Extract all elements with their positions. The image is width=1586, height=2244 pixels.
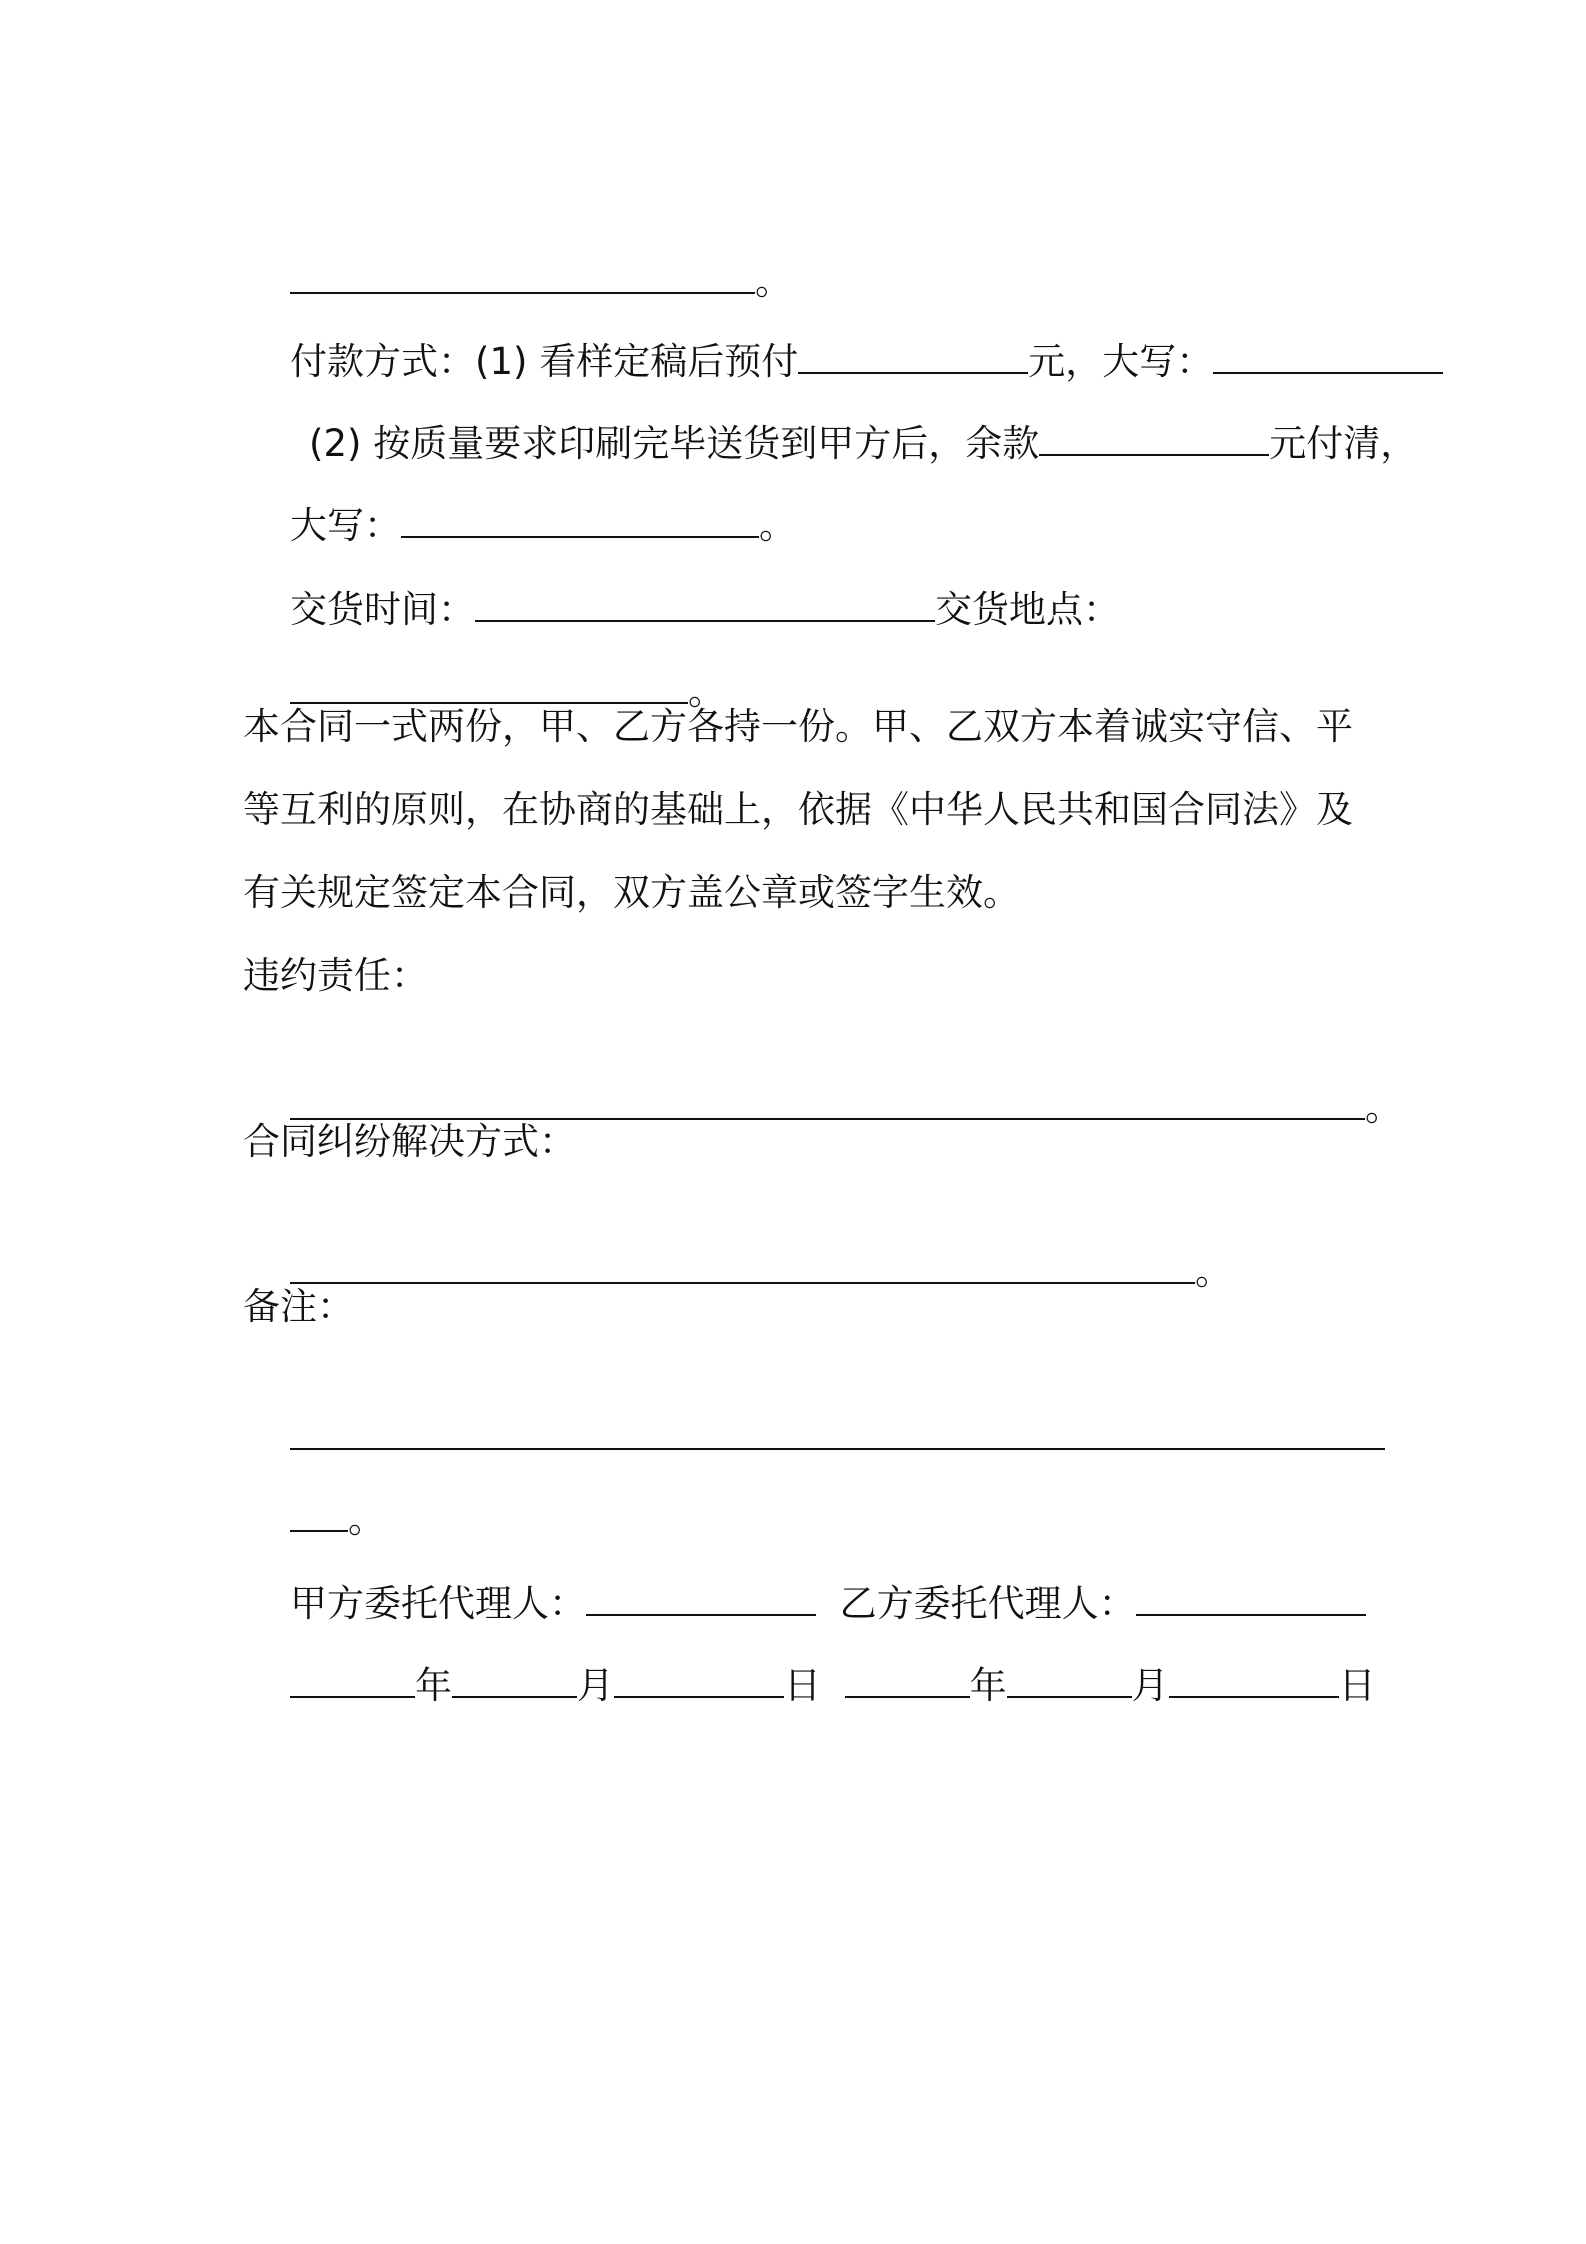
party-a-agent-field[interactable] (586, 1580, 816, 1616)
dispute-label: 合同纠纷解决方式： (243, 1120, 576, 1163)
month-label: 月 (1131, 1664, 1169, 1707)
year-label: 年 (415, 1664, 453, 1707)
remarks-field[interactable] (290, 1414, 1385, 1450)
period-mark: 。 (348, 1498, 386, 1541)
delivery-place-field[interactable] (290, 668, 688, 704)
period-mark: 。 (688, 670, 726, 713)
remarks-line-1 (243, 1366, 1385, 1510)
remarks-field-continued[interactable] (290, 1496, 348, 1532)
prepay-unit-label: 元，大写： (1028, 340, 1214, 383)
daxie-label: 大写： (290, 504, 402, 547)
day-label: 日 (784, 1664, 822, 1707)
party-b-day-field[interactable] (1169, 1662, 1339, 1698)
balance-label: (2) 按质量要求印刷完毕送货到甲方后，余款 (309, 422, 1040, 465)
breach-label: 违约责任： (243, 954, 428, 997)
party-a-year-field[interactable] (290, 1662, 415, 1698)
balance-daxie-field[interactable] (401, 502, 759, 538)
delivery-time-field[interactable] (475, 586, 935, 622)
party-a-month-field[interactable] (452, 1662, 577, 1698)
payment-method-label: 付款方式：(1) 看样定稿后预付 (290, 340, 799, 383)
year-label: 年 (969, 1664, 1007, 1707)
period-mark: 。 (1365, 1086, 1403, 1129)
month-label: 月 (577, 1664, 615, 1707)
remarks-label: 备注： (243, 1285, 354, 1328)
party-a-agent-label: 甲方委托代理人： (290, 1582, 587, 1625)
party-b-agent-label: 乙方委托代理人： (839, 1582, 1136, 1625)
day-label: 日 (1338, 1664, 1376, 1707)
balance-amount-field[interactable] (1039, 420, 1269, 456)
period-mark: 。 (1195, 1250, 1233, 1293)
period-mark: 。 (759, 504, 797, 547)
breach-field[interactable] (290, 1084, 1365, 1120)
delivery-time-label: 交货时间： (290, 588, 476, 631)
period-mark: 。 (755, 260, 793, 303)
party-a-day-field[interactable] (614, 1662, 784, 1698)
party-b-month-field[interactable] (1007, 1662, 1132, 1698)
dispute-line (243, 1200, 1232, 1344)
delivery-place-label: 交货地点： (935, 588, 1121, 631)
agreement-paragraph-line-2: 等互利的原则，在协商的基础上，依据《中华人民共和国合同法》及 (243, 788, 1353, 831)
balance-unit-label: 元付清， (1269, 422, 1418, 465)
dates-line (243, 1614, 1376, 1758)
blank-field[interactable] (290, 258, 755, 294)
agreement-paragraph-line-3: 有关规定签定本合同，双方盖公章或签字生效。 (243, 871, 1020, 914)
prepay-daxie-field[interactable] (1213, 338, 1443, 374)
agreement-paragraph-line-1: 本合同一式两份，甲、乙方各持一份。甲、乙双方本着诚实守信、平 (243, 705, 1353, 748)
dispute-field[interactable] (290, 1248, 1195, 1284)
prepay-amount-field[interactable] (798, 338, 1028, 374)
party-b-agent-field[interactable] (1136, 1580, 1366, 1616)
party-b-year-field[interactable] (845, 1662, 970, 1698)
